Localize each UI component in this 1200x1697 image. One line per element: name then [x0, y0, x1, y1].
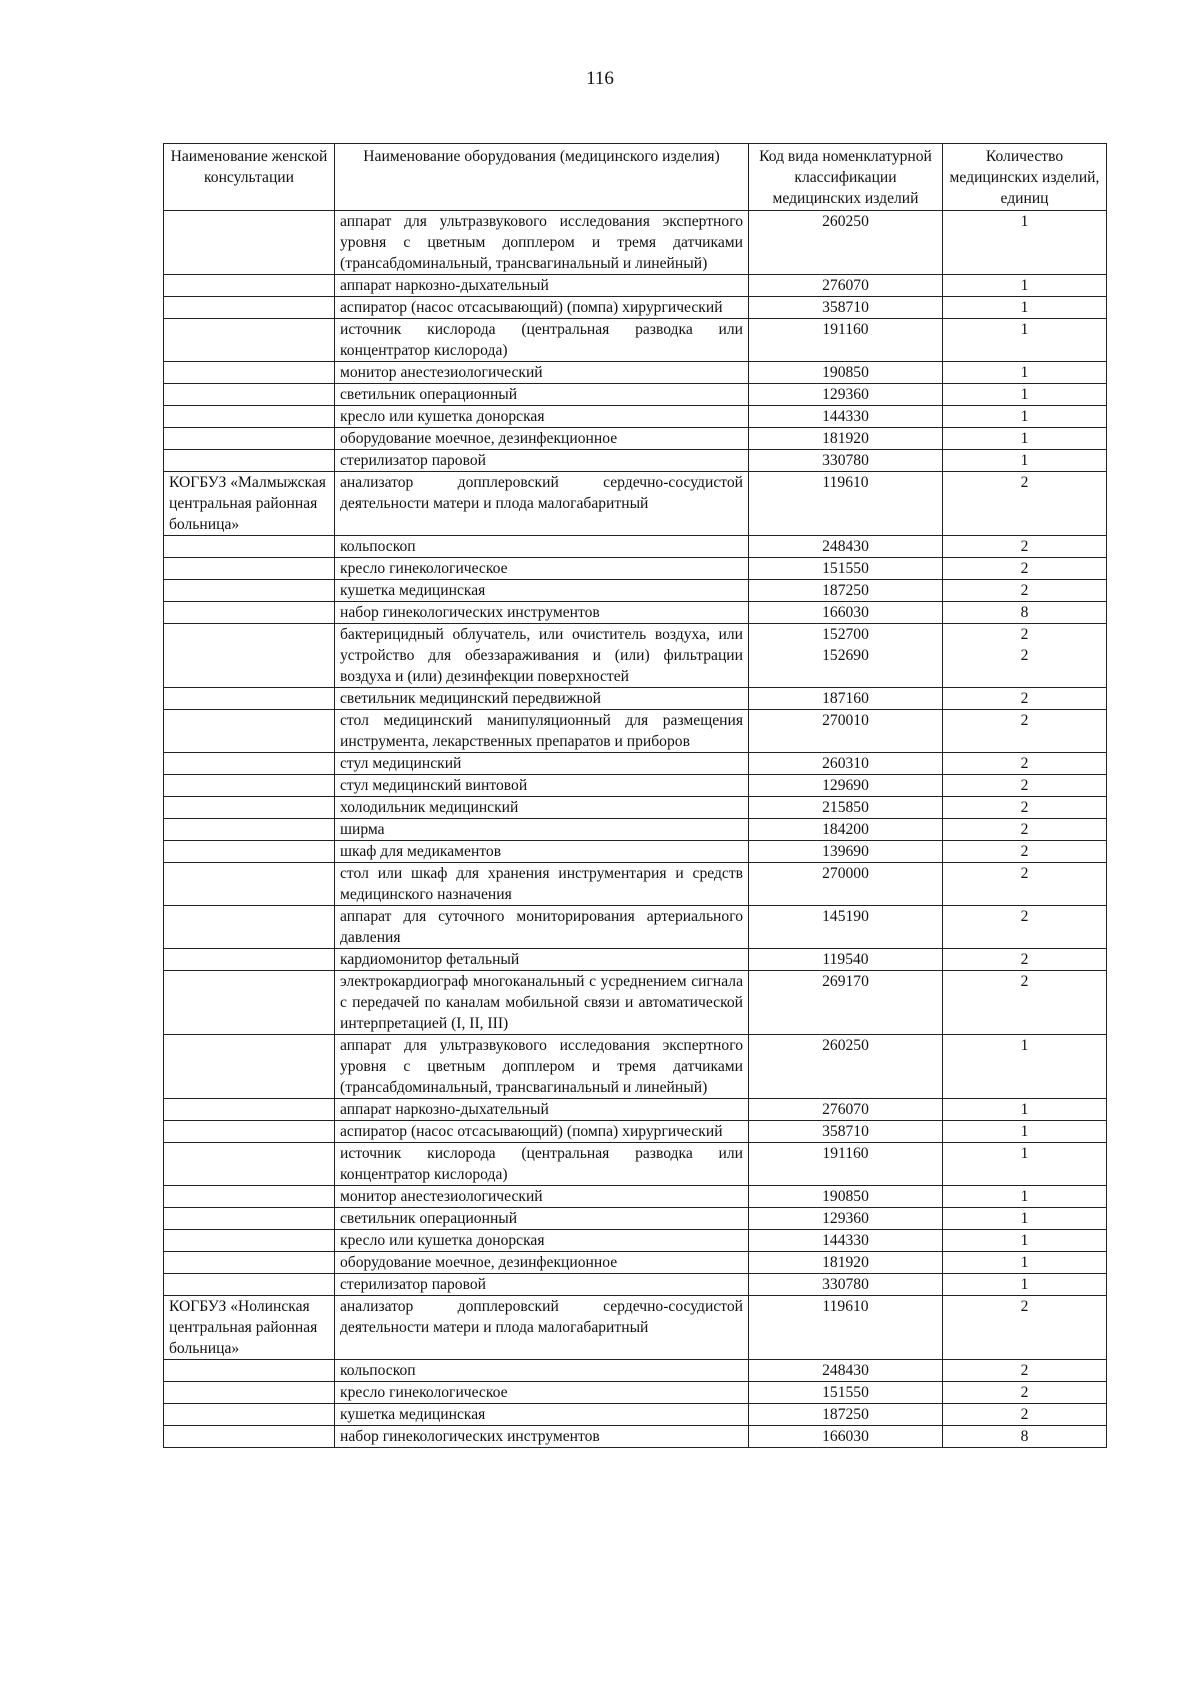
equipment-quantity: 1 — [943, 319, 1107, 362]
equipment-code: 119610 — [749, 1296, 943, 1360]
equipment-quantity: 2 — [943, 1382, 1107, 1404]
equipment-code: 270000 — [749, 863, 943, 906]
table-row — [164, 1404, 1107, 1426]
table-row — [164, 1121, 1107, 1143]
org-cell: КОГБУЗ «Малмыжская центральная районная больница» — [164, 472, 335, 536]
equipment-code: 260310 — [749, 753, 943, 775]
equipment-table — [163, 143, 1107, 1448]
table-row — [164, 1208, 1107, 1230]
table-row — [164, 775, 1107, 797]
org-cell — [164, 275, 335, 297]
equipment-quantity: 1 — [943, 406, 1107, 428]
equipment-name: источник кислорода (центральная разводка или концентратор кислорода) — [335, 1143, 749, 1186]
equipment-quantity: 1 — [943, 297, 1107, 319]
org-cell — [164, 536, 335, 558]
equipment-name: оборудование моечное, дезинфекционное — [335, 1252, 749, 1274]
equipment-code: 190850 — [749, 1186, 943, 1208]
org-cell — [164, 211, 335, 275]
org-cell — [164, 384, 335, 406]
equipment-name: кресло гинекологическое — [335, 1382, 749, 1404]
equipment-quantity: 2 — [943, 710, 1107, 753]
equipment-name: аппарат наркозно-дыхательный — [335, 275, 749, 297]
equipment-quantity: 2 — [943, 1360, 1107, 1382]
table-row — [164, 949, 1107, 971]
org-cell — [164, 1208, 335, 1230]
equipment-name: кольпоскоп — [335, 536, 749, 558]
equipment-name: аппарат для ультразвукового исследования экспертного уровня с цветным допплером и тремя датчиками (трансабдоминальный, трансвагинальный и линейный) — [335, 211, 749, 275]
equipment-code: 129360 — [749, 384, 943, 406]
equipment-name: кресло или кушетка донорская — [335, 406, 749, 428]
table-row — [164, 1035, 1107, 1099]
equipment-quantity: 2 — [943, 1404, 1107, 1426]
equipment-code: 166030 — [749, 602, 943, 624]
equipment-name: стол медицинский манипуляционный для размещения инструмента, лекарственных препаратов и приборов — [335, 710, 749, 753]
equipment-code: 276070 — [749, 1099, 943, 1121]
equipment-code: 145190 — [749, 906, 943, 949]
table-row — [164, 906, 1107, 949]
equipment-quantity: 1 — [943, 362, 1107, 384]
org-cell — [164, 1404, 335, 1426]
equipment-code: 191160 — [749, 1143, 943, 1186]
equipment-quantity: 1 — [943, 450, 1107, 472]
org-cell — [164, 1360, 335, 1382]
table-row — [164, 624, 1107, 688]
equipment-code: 181920 — [749, 1252, 943, 1274]
equipment-code: 260250 — [749, 1035, 943, 1099]
table-row — [164, 1252, 1107, 1274]
table-row — [164, 1274, 1107, 1296]
org-cell — [164, 949, 335, 971]
org-cell — [164, 450, 335, 472]
equipment-quantity: 2 — [943, 472, 1107, 536]
equipment-name: кардиомонитор фетальный — [335, 949, 749, 971]
table-row — [164, 1186, 1107, 1208]
equipment-quantity: 2 — [943, 1296, 1107, 1360]
org-cell — [164, 362, 335, 384]
equipment-quantity: 1 — [943, 384, 1107, 406]
equipment-name: аппарат наркозно-дыхательный — [335, 1099, 749, 1121]
org-cell — [164, 688, 335, 710]
org-cell — [164, 841, 335, 863]
equipment-code: 166030 — [749, 1426, 943, 1448]
equipment-code: 184200 — [749, 819, 943, 841]
equipment-quantity: 2 2 — [943, 624, 1107, 688]
equipment-code: 269170 — [749, 971, 943, 1035]
equipment-quantity: 2 — [943, 580, 1107, 602]
equipment-code: 187250 — [749, 1404, 943, 1426]
equipment-code: 129360 — [749, 1208, 943, 1230]
org-cell — [164, 819, 335, 841]
equipment-quantity: 2 — [943, 841, 1107, 863]
table-row — [164, 580, 1107, 602]
equipment-quantity: 1 — [943, 1121, 1107, 1143]
table-row — [164, 297, 1107, 319]
table-row — [164, 863, 1107, 906]
equipment-code: 181920 — [749, 428, 943, 450]
header-equipment: Наименование оборудования (медицинского изделия) — [335, 144, 749, 211]
table-row — [164, 971, 1107, 1035]
equipment-quantity: 1 — [943, 1099, 1107, 1121]
equipment-quantity: 2 — [943, 536, 1107, 558]
equipment-name: светильник операционный — [335, 1208, 749, 1230]
table-row — [164, 428, 1107, 450]
equipment-name: кольпоскоп — [335, 1360, 749, 1382]
equipment-name: холодильник медицинский — [335, 797, 749, 819]
table-row — [164, 1360, 1107, 1382]
equipment-code: 152700 152690 — [749, 624, 943, 688]
org-cell — [164, 1035, 335, 1099]
equipment-name: монитор анестезиологический — [335, 362, 749, 384]
table-row — [164, 450, 1107, 472]
equipment-name: оборудование моечное, дезинфекционное — [335, 428, 749, 450]
equipment-quantity: 1 — [943, 211, 1107, 275]
equipment-quantity: 2 — [943, 775, 1107, 797]
equipment-code: 248430 — [749, 536, 943, 558]
equipment-name: набор гинекологических инструментов — [335, 1426, 749, 1448]
org-cell — [164, 971, 335, 1035]
header-qty: Количество медицинских изделий, единиц — [943, 144, 1107, 211]
equipment-quantity: 2 — [943, 753, 1107, 775]
equipment-name: светильник медицинский передвижной — [335, 688, 749, 710]
table-row — [164, 841, 1107, 863]
equipment-quantity: 1 — [943, 1274, 1107, 1296]
org-cell — [164, 1143, 335, 1186]
org-cell — [164, 558, 335, 580]
equipment-code: 276070 — [749, 275, 943, 297]
org-cell — [164, 797, 335, 819]
equipment-code: 187250 — [749, 580, 943, 602]
equipment-quantity: 1 — [943, 1143, 1107, 1186]
equipment-code: 187160 — [749, 688, 943, 710]
equipment-name: светильник операционный — [335, 384, 749, 406]
table-row — [164, 362, 1107, 384]
table-row — [164, 1230, 1107, 1252]
equipment-quantity: 1 — [943, 1252, 1107, 1274]
equipment-code: 190850 — [749, 362, 943, 384]
equipment-quantity: 2 — [943, 819, 1107, 841]
table-row — [164, 710, 1107, 753]
equipment-code: 151550 — [749, 1382, 943, 1404]
header-org: Наименование женской консультации — [164, 144, 335, 211]
equipment-quantity: 2 — [943, 906, 1107, 949]
org-cell — [164, 602, 335, 624]
org-cell — [164, 319, 335, 362]
table-row — [164, 819, 1107, 841]
table-row — [164, 797, 1107, 819]
equipment-name: ширма — [335, 819, 749, 841]
equipment-quantity: 2 — [943, 558, 1107, 580]
equipment-code: 129690 — [749, 775, 943, 797]
org-cell — [164, 624, 335, 688]
equipment-quantity: 1 — [943, 428, 1107, 450]
org-cell — [164, 906, 335, 949]
equipment-quantity: 1 — [943, 1186, 1107, 1208]
table-row — [164, 558, 1107, 580]
table-row — [164, 406, 1107, 428]
equipment-quantity: 2 — [943, 688, 1107, 710]
org-cell — [164, 1382, 335, 1404]
org-cell — [164, 710, 335, 753]
equipment-name: стерилизатор паровой — [335, 450, 749, 472]
equipment-code: 139690 — [749, 841, 943, 863]
equipment-name: стол или шкаф для хранения инструментария и средств медицинского назначения — [335, 863, 749, 906]
equipment-name: набор гинекологических инструментов — [335, 602, 749, 624]
equipment-name: анализатор допплеровский сердечно-сосудистой деятельности матери и плода малогабаритный — [335, 1296, 749, 1360]
org-cell — [164, 297, 335, 319]
org-cell — [164, 1230, 335, 1252]
equipment-name: аппарат для суточного мониторирования артериального давления — [335, 906, 749, 949]
equipment-name: монитор анестезиологический — [335, 1186, 749, 1208]
table-row — [164, 472, 1107, 536]
table-row — [164, 211, 1107, 275]
equipment-quantity: 1 — [943, 275, 1107, 297]
equipment-code: 330780 — [749, 450, 943, 472]
table-row — [164, 275, 1107, 297]
table-header-row — [164, 144, 1107, 211]
table-row — [164, 602, 1107, 624]
equipment-quantity: 1 — [943, 1035, 1107, 1099]
org-cell — [164, 775, 335, 797]
table-row — [164, 753, 1107, 775]
page-number: 116 — [586, 68, 614, 89]
equipment-quantity: 2 — [943, 949, 1107, 971]
equipment-name: аспиратор (насос отсасывающий) (помпа) хирургический — [335, 1121, 749, 1143]
equipment-quantity: 8 — [943, 1426, 1107, 1448]
equipment-code: 119610 — [749, 472, 943, 536]
table-row — [164, 1382, 1107, 1404]
equipment-name: кушетка медицинская — [335, 580, 749, 602]
equipment-code: 260250 — [749, 211, 943, 275]
equipment-quantity: 1 — [943, 1230, 1107, 1252]
equipment-name: аспиратор (насос отсасывающий) (помпа) хирургический — [335, 297, 749, 319]
equipment-code: 144330 — [749, 406, 943, 428]
equipment-code: 119540 — [749, 949, 943, 971]
org-cell — [164, 1099, 335, 1121]
org-cell — [164, 428, 335, 450]
table-row — [164, 384, 1107, 406]
equipment-code: 358710 — [749, 297, 943, 319]
equipment-code: 270010 — [749, 710, 943, 753]
equipment-name: стерилизатор паровой — [335, 1274, 749, 1296]
table-body — [164, 211, 1107, 1448]
table-row — [164, 1426, 1107, 1448]
org-cell — [164, 1426, 335, 1448]
equipment-code: 144330 — [749, 1230, 943, 1252]
equipment-name: кресло или кушетка донорская — [335, 1230, 749, 1252]
org-cell — [164, 1186, 335, 1208]
org-cell — [164, 406, 335, 428]
equipment-name: шкаф для медикаментов — [335, 841, 749, 863]
org-cell — [164, 753, 335, 775]
equipment-code: 330780 — [749, 1274, 943, 1296]
org-cell — [164, 1274, 335, 1296]
equipment-name: стул медицинский винтовой — [335, 775, 749, 797]
equipment-code: 358710 — [749, 1121, 943, 1143]
equipment-code: 248430 — [749, 1360, 943, 1382]
equipment-quantity: 8 — [943, 602, 1107, 624]
equipment-code: 215850 — [749, 797, 943, 819]
table-row — [164, 1099, 1107, 1121]
equipment-quantity: 2 — [943, 797, 1107, 819]
equipment-name: кресло гинекологическое — [335, 558, 749, 580]
org-cell — [164, 1121, 335, 1143]
header-code: Код вида номенклатурной классификации медицинских изделий — [749, 144, 943, 211]
org-cell — [164, 1252, 335, 1274]
org-cell — [164, 580, 335, 602]
equipment-code: 151550 — [749, 558, 943, 580]
equipment-name: электрокардиограф многоканальный с усреднением сигнала с передачей по каналам мобильной связи и автоматической интерпретацией (I, II, III) — [335, 971, 749, 1035]
table-row — [164, 1143, 1107, 1186]
table-row — [164, 319, 1107, 362]
table-row — [164, 1296, 1107, 1360]
equipment-quantity: 1 — [943, 1208, 1107, 1230]
equipment-code: 191160 — [749, 319, 943, 362]
org-cell: КОГБУЗ «Нолинская центральная районная больница» — [164, 1296, 335, 1360]
equipment-name: бактерицидный облучатель, или очиститель воздуха, или устройство для обеззараживания и (или) фильтрации воздуха и (или) дезинфекции поверхностей — [335, 624, 749, 688]
equipment-name: источник кислорода (центральная разводка или концентратор кислорода) — [335, 319, 749, 362]
equipment-name: аппарат для ультразвукового исследования экспертного уровня с цветным допплером и тремя датчиками (трансабдоминальный, трансвагинальный и линейный) — [335, 1035, 749, 1099]
equipment-quantity: 2 — [943, 863, 1107, 906]
equipment-quantity: 2 — [943, 971, 1107, 1035]
equipment-name: стул медицинский — [335, 753, 749, 775]
table-row — [164, 536, 1107, 558]
table-row — [164, 688, 1107, 710]
org-cell — [164, 863, 335, 906]
equipment-name: анализатор допплеровский сердечно-сосудистой деятельности матери и плода малогабаритный — [335, 472, 749, 536]
equipment-name: кушетка медицинская — [335, 1404, 749, 1426]
